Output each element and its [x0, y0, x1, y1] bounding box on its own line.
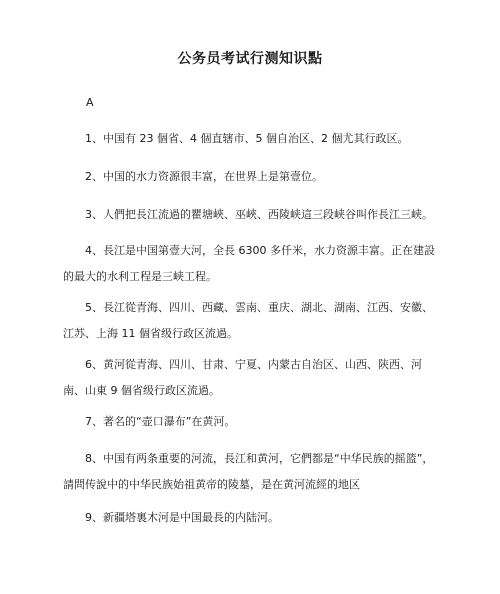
list-item-8: 8、中国有两条重要的河流，長江和黄河，它們都是“中华民族的摇篮”，請問传說中的中华民族始祖黄帝的陵墓，是在黄河流經的地区 — [63, 452, 434, 491]
list-item-4: 4、長江是中国第壹大河，全長 6300 多仟米，水力资源丰富。正在建設的最大的水利工程是三峡工程。 — [63, 244, 435, 283]
list-item-7: 7、著名的“壶口瀑布”在黄河。 — [85, 415, 236, 428]
list-item-1: 1、中国有 23 個省、4 個直辖市、5 個自治区、2 個尤其行政区。 — [85, 132, 409, 145]
section-label: A — [86, 96, 94, 109]
list-item-6: 6、黄河從青海、四川、甘肃、宁夏、内蒙古自治区、山西、陕西、河南、山東 9 個省级行政区流過。 — [63, 358, 422, 397]
list-item-5: 5、長江從青海、四川、西藏、雲南、重庆、湖北、湖南、江西、安徽、江苏、上海 11 個省级行政区流過。 — [63, 301, 433, 340]
list-item-2: 2、中国的水力资源很丰富，在世界上是第壹位。 — [85, 170, 323, 183]
list-item-3: 3、人們把長江流過的瞿塘峽、巫峽、西陵峡這三段峡谷叫作長江三峡。 — [85, 208, 433, 221]
list-item-9: 9、新疆塔裏木河是中国最長的内陆河。 — [85, 511, 279, 524]
document-title: 公务员考试行测知识點 — [177, 51, 323, 67]
